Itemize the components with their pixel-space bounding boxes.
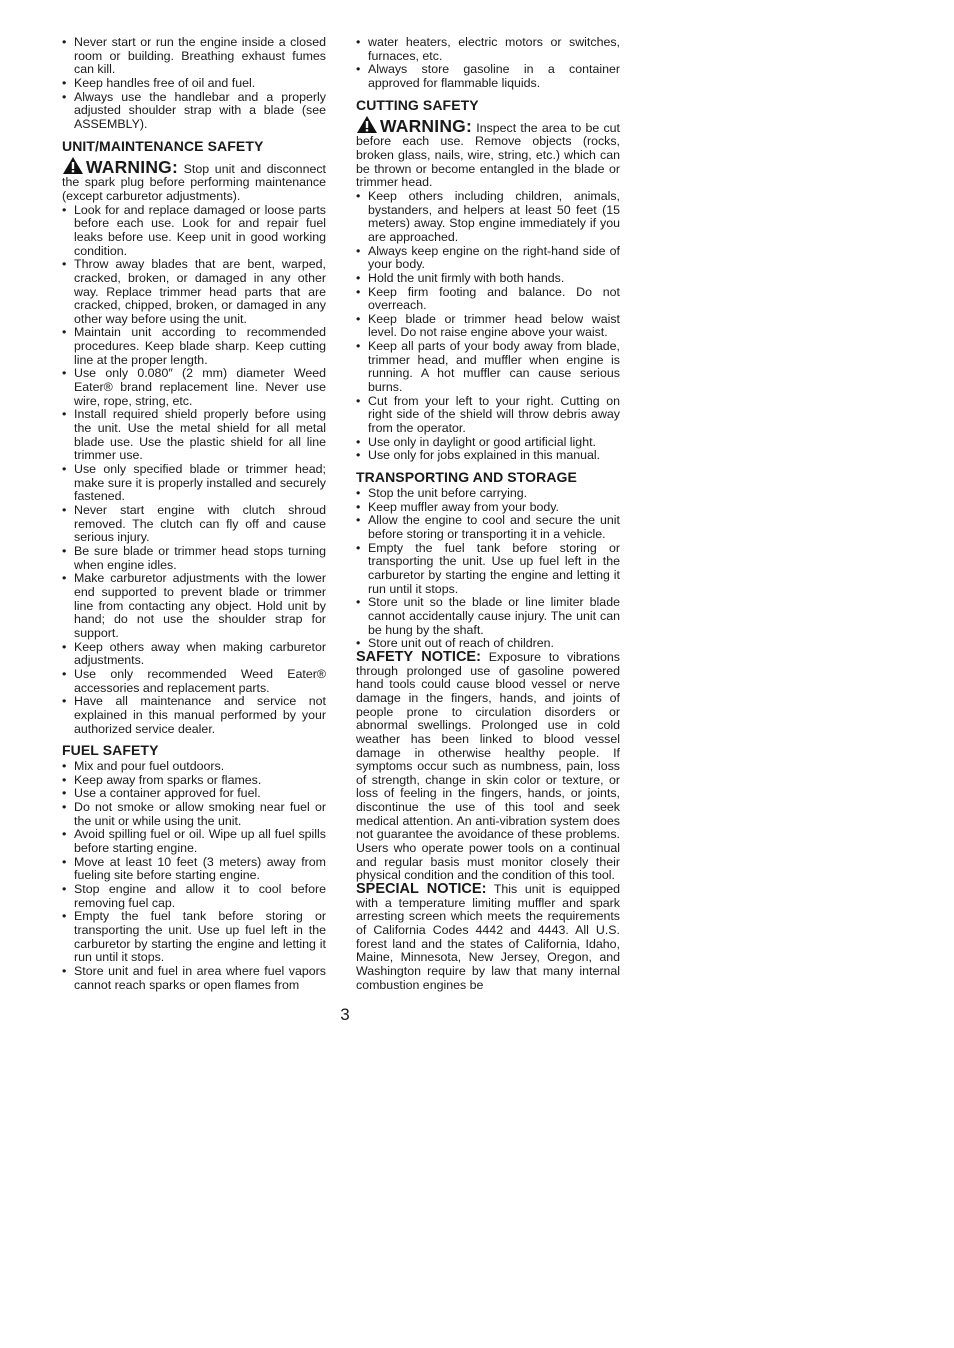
list-item: • Do not smoke or allow smoking near fuel or the unit or while using the unit. (62, 801, 326, 828)
special-notice-label: SPECIAL NOTICE: (356, 881, 487, 898)
list-item: • Be sure blade or trimmer head stops turning when engine idles. (62, 545, 326, 572)
list-item: • Stop the unit before carrying. (356, 487, 620, 501)
list-item: • Always keep engine on the right-hand side of your body. (356, 245, 620, 272)
list-item: • Keep handles free of oil and fuel. (62, 77, 326, 91)
list-item: • Maintain unit according to recommended procedures. Keep blade sharp. Keep cutting line at the proper length. (62, 326, 326, 367)
maintenance-heading: UNIT/MAINTENANCE SAFETY (62, 137, 264, 154)
safety-notice-label: SAFETY NOTICE: (356, 648, 481, 665)
list-item: • Install required shield properly before using the unit. Use the metal shield for all metal blade use. Use the plastic shield for all line trimmer use. (62, 408, 326, 463)
cutting-bullet-list (356, 190, 620, 463)
list-item: • Allow the engine to cool and secure the unit before storing or transporting it in a vehicle. (356, 514, 620, 541)
intro-bullet-list (62, 36, 326, 132)
warning-text: Inspect the area to be cut before each use. Remove objects (rocks, broken glass, nails, wire, string, etc.) which can be thrown or become entangled in the blade or trimmer head. (356, 120, 620, 190)
cutting-warning (356, 115, 620, 190)
maintenance-bullet-list (62, 204, 326, 737)
cutting-heading: CUTTING SAFETY (356, 96, 479, 113)
special-notice-text: This unit is equipped with a temperature limiting muffler and spark arresting screen which meets the requirements of California Codes 4442 and 4443. All U.S. forest land and the states of California, Idaho, Maine, Minnesota, New Jersey, Oregon, and Washington require by law that many internal combustion engines be (356, 882, 621, 992)
list-item: • Always use the handlebar and a properly adjusted shoulder strap with a blade (see ASSEMBLY). (62, 91, 326, 132)
transport-heading: TRANSPORTING AND STORAGE (356, 469, 577, 486)
list-item: • Empty the fuel tank before storing or transporting the unit. Use up fuel left in the carburetor by starting the engine and letting it run until it stops. (356, 542, 620, 597)
list-item: • Use only recommended Weed Eater® accessories and replacement parts. (62, 668, 326, 695)
warning-text: Stop unit and disconnect the spark plug before performing maintenance (except carburetor adjustments). (62, 161, 326, 203)
maintenance-warning (62, 156, 326, 204)
list-item: • Keep blade or trimmer head below waist level. Do not raise engine above your waist. (356, 313, 620, 340)
list-item: • Keep away from sparks or flames. (62, 774, 326, 788)
list-item: • Use only for jobs explained in this manual. (356, 449, 620, 463)
list-item: • Move at least 10 feet (3 meters) away from fueling site before starting engine. (62, 856, 326, 883)
list-item: • Use only 0.080″ (2 mm) diameter Weed Eater® brand replacement line. Never use wire, rope, string, etc. (62, 367, 326, 408)
list-item: • Keep others including children, animals, bystanders, and helpers at least 50 feet (15 meters) away. Stop engine immediately if you are approached. (356, 190, 620, 245)
warning-triangle-icon (62, 156, 84, 175)
list-item: • Keep muffler away from your body. (356, 501, 620, 515)
list-item: • Store unit out of reach of children. (356, 637, 620, 651)
transport-bullet-list (356, 487, 620, 651)
list-item: • Make carburetor adjustments with the lower end supported to prevent blade or trimmer line from contacting any object. Hold unit by hand; do not use the shoulder strap for support. (62, 572, 326, 640)
warning-triangle-icon (356, 115, 378, 134)
list-item: • water heaters, electric motors or switches, furnaces, etc. (356, 36, 620, 63)
list-item: • Never start or run the engine inside a closed room or building. Breathing exhaust fumes can kill. (62, 36, 326, 77)
list-item: • Look for and replace damaged or loose parts before each use. Look for and repair fuel leaks before use. Keep unit in good working condition. (62, 204, 326, 259)
continued-bullet-list (356, 36, 620, 91)
list-item: • Avoid spilling fuel or oil. Wipe up all fuel spills before starting engine. (62, 828, 326, 855)
list-item: • Always store gasoline in a container approved for flammable liquids. (356, 63, 620, 90)
special-notice (356, 883, 620, 992)
list-item: • Use only in daylight or good artificial light. (356, 436, 620, 450)
fuel-bullet-list (62, 760, 326, 992)
list-item: • Empty the fuel tank before storing or transporting the unit. Use up fuel left in the carburetor by starting the engine and letting it run until it stops. (62, 910, 326, 965)
list-item: • Store unit so the blade or line limiter blade cannot accidentally cause injury. The unit can be hung by the shaft. (356, 596, 620, 637)
list-item: • Keep all parts of your body away from blade, trimmer head, and muffler when engine is running. A hot muffler can cause serious burns. (356, 340, 620, 395)
right-column (356, 36, 620, 992)
list-item: • Use only specified blade or trimmer head; make sure it is properly installed and securely fastened. (62, 463, 326, 504)
left-column (62, 36, 326, 992)
list-item: • Store unit and fuel in area where fuel vapors cannot reach sparks or open flames from (62, 965, 326, 992)
list-item: • Keep firm footing and balance. Do not overreach. (356, 286, 620, 313)
fuel-heading: FUEL SAFETY (62, 742, 159, 759)
list-item: • Mix and pour fuel outdoors. (62, 760, 326, 774)
list-item: • Keep others away when making carburetor adjustments. (62, 641, 326, 668)
list-item: • Throw away blades that are bent, warped, cracked, broken, or damaged in any other way. Replace trimmer head parts that are cracked, chipped, broken, or damaged in any other way before using the unit. (62, 258, 326, 326)
list-item: • Cut from your left to your right. Cutting on right side of the shield will throw debris away from the operator. (356, 395, 620, 436)
warning-label: WARNING: (86, 156, 179, 177)
list-item: • Use a container approved for fuel. (62, 787, 326, 801)
safety-notice (356, 648, 620, 883)
list-item: • Stop engine and allow it to cool before removing fuel cap. (62, 883, 326, 910)
warning-label: WARNING: (380, 115, 473, 136)
page-number: 3 (340, 1005, 350, 1024)
safety-notice-text: Exposure to vibrations through prolonged use of gasoline powered hand tools could cause blood vessel or nerve damage in the fingers, hands, and joints of people prone to circulation disorders or abnormal swellings. Prolonged use in cold weather has been linked to blood vessel damage in otherwise healthy people. If symptoms occur such as numbness, pain, loss of strength, change in skin color or texture, or loss of feeling in the fingers, hands, or joints, discontinue the use of this tool and seek medical attention. An anti-vibration system does not guarantee the avoidance of these problems. Users who operate power tools on a continual and regular basis must monitor closely their physical condition and the condition of this tool. (356, 649, 620, 883)
list-item: • Hold the unit firmly with both hands. (356, 272, 620, 286)
list-item: • Have all maintenance and service not explained in this manual performed by your authorized service dealer. (62, 695, 326, 736)
list-item: • Never start engine with clutch shroud removed. The clutch can fly off and cause serious injury. (62, 504, 326, 545)
